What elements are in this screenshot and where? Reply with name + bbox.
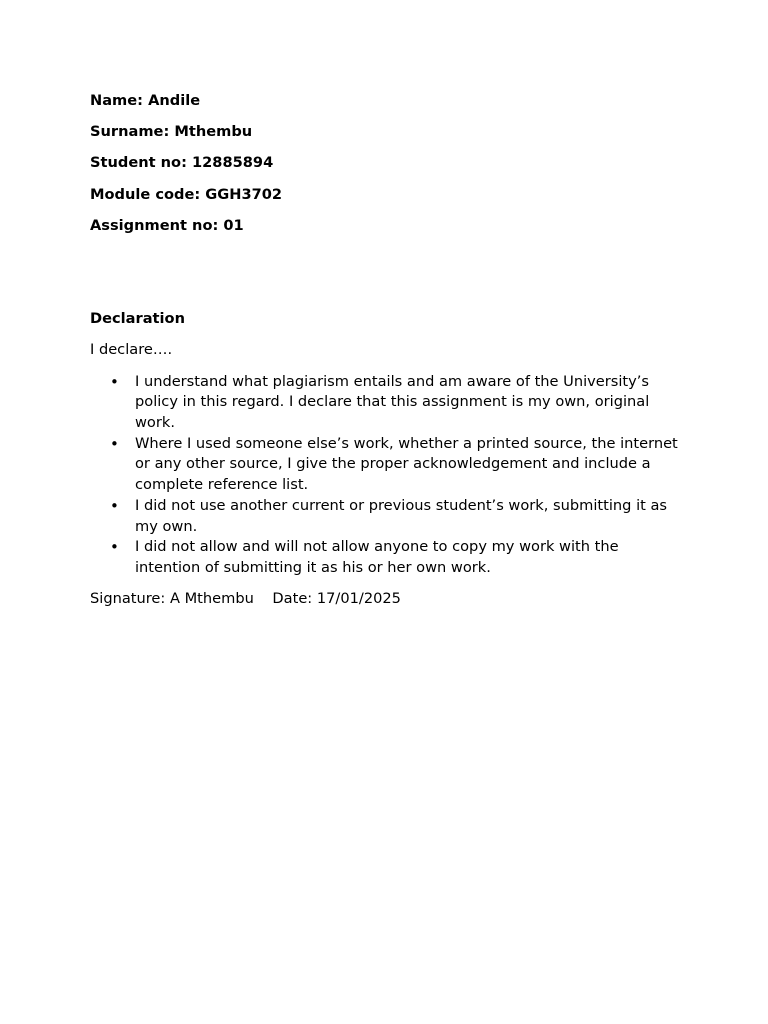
bullet-icon: • [110, 434, 119, 453]
list-item-text: Where I used someone else’s work, whether a printed source, the internet or any other source, I give the proper acknowledgement and include a complete reference list. [135, 434, 678, 494]
list-item-text: I did not allow and will not allow anyone to copy my work with the intention of submitting it as his or her own work. [135, 538, 619, 576]
student-name: Name: Andile [90, 92, 201, 109]
declaration-heading: Declaration [90, 309, 185, 327]
list-item [90, 372, 680, 434]
declaration-intro: I declare…. [90, 341, 173, 359]
list-item-text: I did not use another current or previous student’s work, submitting it as my own. [135, 496, 668, 535]
list-item [90, 434, 680, 496]
signature-text: Signature: A Mthembu [90, 589, 254, 607]
assignment-number: Assignment no: 01 [90, 216, 244, 234]
list-item [90, 496, 680, 537]
student-number: Student no: 12885894 [90, 154, 274, 172]
bullet-icon: • [110, 496, 119, 515]
list-item-text: I understand what plagiarism entails and am aware of the University’s policy in this regard. I declare that this assignment is my own, original work. [135, 372, 650, 432]
bullet-icon: • [110, 372, 119, 391]
list-item [90, 537, 680, 578]
signature-line [90, 589, 680, 609]
document-page [90, 91, 680, 609]
bullet-icon: • [110, 538, 119, 557]
blank-space [90, 247, 680, 309]
module-code: Module code: GGH3702 [90, 185, 283, 203]
student-surname: Surname: Mthembu [90, 123, 253, 141]
declaration-list [90, 372, 680, 579]
date-text: Date: 17/01/2025 [272, 589, 401, 607]
